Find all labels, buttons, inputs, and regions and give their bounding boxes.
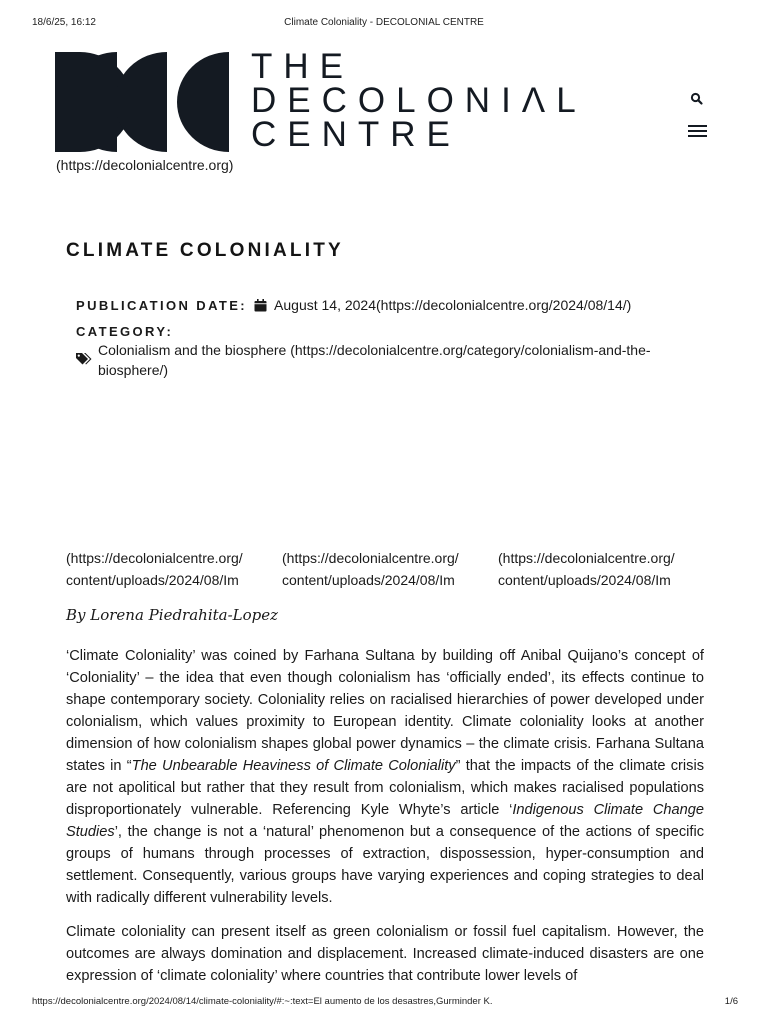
hamburger-menu-icon[interactable] (688, 123, 708, 139)
logo-line-3: CENTRE (251, 115, 461, 154)
calendar-icon (254, 299, 267, 312)
logo-mark-icon (55, 50, 235, 154)
category-meta (76, 340, 696, 380)
category-link[interactable]: Colonialism and the biosphere (https://decolonialcentre.org/category/colonialism-and-the-biosphere/) (98, 342, 651, 378)
logo-wordmark (251, 47, 587, 154)
article-paragraph: Climate coloniality can present itself as green colonialism or fossil fuel capitalism. However, the outcomes are always domination and displacement. Increased climate-induced disasters are one expression of ‘climate coloniality’ where countries that contribute lower levels of (66, 924, 704, 984)
logo-url-text[interactable]: (https://decolonialcentre.org) (56, 157, 234, 173)
article-paragraph: ‘Climate Coloniality’ was coined by Farhana Sultana by building off Anibal Quijano’s concept of ‘Coloniality’ – the idea that even though colonialism has ‘officially ended’, its effects continue to shape contemporary society. Coloniality relies on racialised hierarchies of power developed under colonialism, which values proximity to European identity. Climate coloniality looks at another dimension of how colonialism shapes global power dynamics – the climate crisis. Farhana Sultana states in “The Unbearable Heaviness of Climate Coloniality” that the impacts of the climate crisis are not apolitical but rather that they result from colonialism, which makes racialised populations disproportionately vulnerable. Referencing Kyle Whyte’s article ‘Indigenous Climate Change Studies’, the change is not a ‘natural’ phenomenon but a consequence of the actions of specific groups of humans through processes of extraction, dispossession, hyper-consumption and settlement. Consequently, various groups have varying experiences and coping strategies to deal with radically different vulnerability levels. (66, 648, 705, 906)
article-body (66, 645, 704, 999)
logo-line-1: THE (251, 47, 354, 86)
print-header (0, 17, 768, 31)
publication-meta (76, 297, 696, 313)
image-link[interactable]: (https://decolonialcentre.org/ content/uploads/2024/08/Im (66, 550, 243, 588)
logo-line-2: DECOLONIΛL (251, 81, 587, 120)
print-datetime: 18/6/25, 16:12 (32, 17, 96, 28)
print-footer (0, 996, 768, 1010)
article-citation: Indigenous Climate Change Studies (66, 802, 705, 840)
image-link[interactable]: (https://decolonialcentre.org/ content/uploads/2024/08/Im (282, 550, 459, 588)
site-logo-link[interactable] (55, 47, 595, 158)
print-page-number: 1/6 (724, 996, 738, 1007)
category-label: CATEGORY: (76, 324, 174, 339)
search-icon[interactable] (690, 92, 704, 106)
author-byline: By Lorena Piedrahita-Lopez (66, 606, 279, 624)
print-page-title: Climate Coloniality - DECOLONIAL CENTRE (284, 17, 484, 28)
tags-icon (76, 352, 93, 366)
post-title: CLIMATE COLONIALITY (66, 240, 344, 261)
image-link[interactable]: (https://decolonialcentre.org/ content/uploads/2024/08/Im (498, 550, 675, 588)
article-citation: The Unbearable Heaviness of Climate Coloniality (131, 758, 456, 774)
print-footer-url: https://decolonialcentre.org/2024/08/14/climate-coloniality/#:~:text=El aumento de los desastres,Gurminder K. (32, 996, 493, 1007)
publication-date-link[interactable]: August 14, 2024(https://decolonialcentre.org/2024/08/14/) (274, 297, 632, 313)
publication-label: PUBLICATION DATE: (76, 297, 248, 313)
image-links-row (66, 547, 706, 591)
